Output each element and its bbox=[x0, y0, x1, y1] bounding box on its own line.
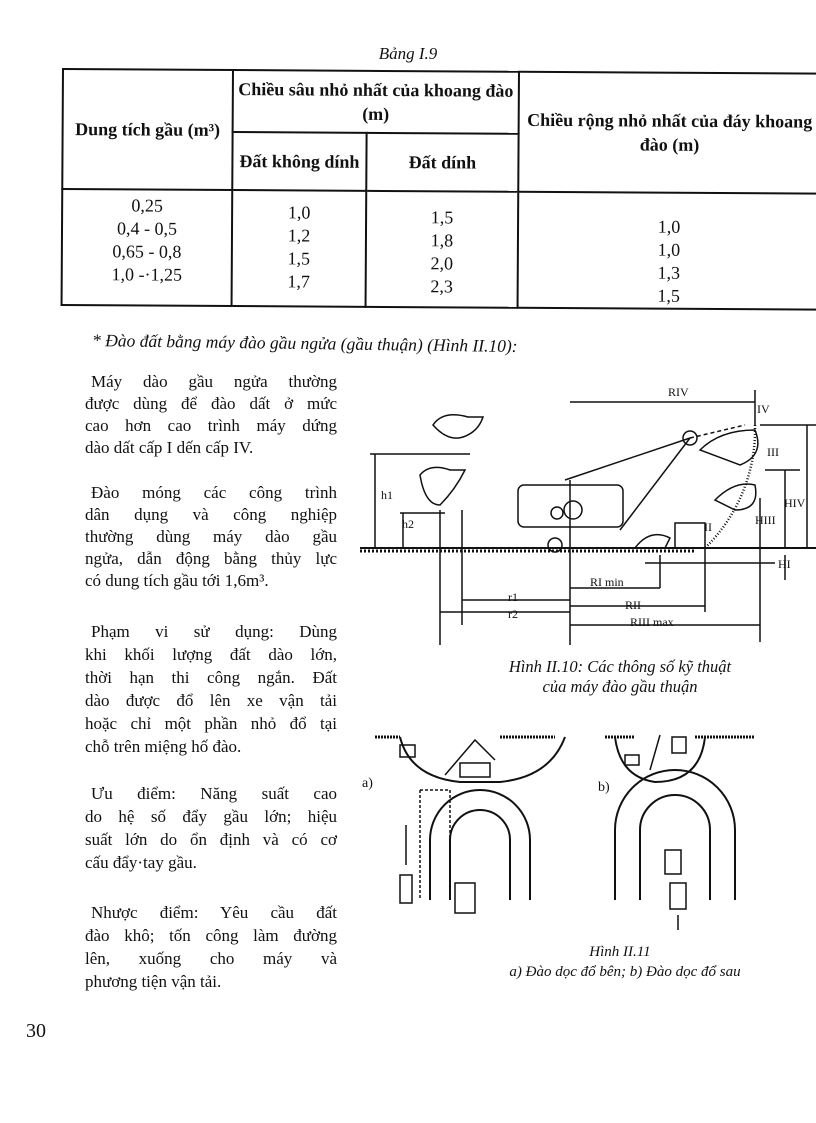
header-min-width: Chiều rộng nhỏ nhất của đáy khoang đào (m) bbox=[518, 72, 816, 194]
bucket-dimension-table bbox=[61, 68, 816, 311]
text-line: ngửa, dẫn động bằng thủy lực bbox=[85, 549, 337, 568]
label-a: a) bbox=[362, 776, 373, 791]
cohesive-column bbox=[366, 191, 519, 308]
label-r-ii: RII bbox=[625, 598, 641, 612]
cell: 1,3 bbox=[657, 262, 681, 283]
text-line: phương tiện vận tải. bbox=[85, 972, 222, 991]
excavator-parameters-diagram bbox=[355, 380, 816, 645]
text-line: chỗ trên miệng hố đào. bbox=[85, 737, 242, 756]
header-non-cohesive: Đất không dính bbox=[232, 132, 366, 191]
text-line: do hệ số đẩy gầu lớn; hiệu bbox=[85, 807, 337, 826]
section-title: * Đào đất bằng máy đào gầu ngửa (gầu thuận) (Hình II.10): bbox=[91, 330, 518, 356]
cell: 1,8 bbox=[430, 230, 454, 251]
text-line: Máy dào gầu ngửa thường bbox=[91, 372, 337, 391]
text-line: dào được đổ lên xe vận tải bbox=[85, 691, 337, 710]
header-capacity: Dung tích gầu (m³) bbox=[62, 69, 233, 190]
text-line: Phạm vi sử dụng: Dùng bbox=[91, 622, 337, 641]
cell: 0,25 bbox=[131, 195, 163, 216]
text-line: được dùng để đào dất ở mức bbox=[85, 394, 337, 413]
cell: 1,0 bbox=[657, 239, 681, 260]
cell: 1,0 bbox=[287, 202, 311, 223]
cell: 1,5 bbox=[657, 285, 680, 306]
figure-11-caption-sub: a) Đào dọc đổ bên; b) Đào dọc đổ sau bbox=[509, 964, 741, 980]
cell: 2,3 bbox=[430, 276, 453, 297]
cell: 1,5 bbox=[287, 248, 311, 269]
figure-10-caption-line1: Hình II.10: Các thông số kỹ thuật bbox=[508, 657, 732, 676]
cell: 2,0 bbox=[430, 253, 454, 274]
label-ii: II bbox=[704, 520, 712, 534]
figure-10-caption-line2: của máy đào gầu thuận bbox=[542, 677, 698, 696]
excavation-schemes-diagram bbox=[370, 715, 800, 935]
cell: 0,65 - 0,8 bbox=[112, 241, 182, 262]
text-line: khi khối lượng đất dào lớn, bbox=[85, 645, 337, 664]
label-h-i: HI bbox=[778, 557, 791, 571]
cell: 1,7 bbox=[287, 271, 311, 292]
table-data-row bbox=[62, 189, 816, 310]
text-line: Ưu điểm: Năng suất cao bbox=[91, 784, 337, 803]
cell: 0,4 - 0,5 bbox=[116, 218, 178, 239]
cell: 1,0 bbox=[657, 216, 681, 237]
figure-11-caption-title: Hình II.11 bbox=[589, 944, 651, 960]
label-h-iv: HIV bbox=[784, 496, 806, 510]
text-line: Nhược điểm: Yêu cầu đất bbox=[91, 903, 337, 922]
cell: 1,5 bbox=[430, 207, 454, 228]
label-r1: r1 bbox=[508, 590, 518, 604]
label-b: b) bbox=[598, 780, 610, 795]
text-line: lên, xuống cho máy và bbox=[85, 949, 337, 968]
capacity-column bbox=[62, 189, 233, 306]
text-line: thời hạn thi công ngắn. Đất bbox=[85, 668, 337, 687]
text-line: đào khô; tốn công làm đường bbox=[85, 926, 337, 945]
label-h-iii: HIII bbox=[755, 513, 776, 527]
label-r-iv: RIV bbox=[668, 385, 689, 399]
label-iv: IV bbox=[757, 402, 770, 416]
label-r2: r2 bbox=[508, 607, 518, 621]
label-h1: h1 bbox=[381, 488, 393, 502]
text-line: hoặc chỉ một phần nhỏ đổ tại bbox=[85, 714, 337, 733]
label-r-i-min: RI min bbox=[590, 575, 624, 589]
label-h2: h2 bbox=[402, 517, 414, 531]
text-line: cấu đẩy·tay gầu. bbox=[85, 853, 197, 872]
label-iii: III bbox=[767, 445, 779, 459]
text-line: thường dùng máy dào gầu bbox=[85, 527, 337, 546]
text-line: dân dụng và công nghiệp bbox=[85, 505, 337, 524]
text-line: Đào móng các công trình bbox=[91, 483, 337, 502]
cell: 1,0 -·1,25 bbox=[111, 264, 183, 285]
header-cohesive: Đất dính bbox=[366, 133, 518, 192]
text-line: dào dất cấp I dến cấp IV. bbox=[85, 438, 254, 457]
text-line: cao hơn cao trình máy dứng bbox=[85, 416, 337, 435]
cell: 1,2 bbox=[287, 225, 311, 246]
min-width-column bbox=[518, 192, 816, 310]
non-cohesive-column bbox=[232, 190, 367, 307]
text-line: có dung tích gầu tới 1,6m³. bbox=[85, 571, 269, 590]
text-line: suất lớn do ổn định và có cơ bbox=[85, 830, 337, 849]
label-r-iii-max: RIII max bbox=[630, 615, 674, 629]
header-min-depth: Chiều sâu nhỏ nhất của khoang đào (m) bbox=[233, 70, 519, 134]
page-number: 30 bbox=[26, 1020, 46, 1042]
table-caption: Bảng I.9 bbox=[378, 44, 438, 63]
